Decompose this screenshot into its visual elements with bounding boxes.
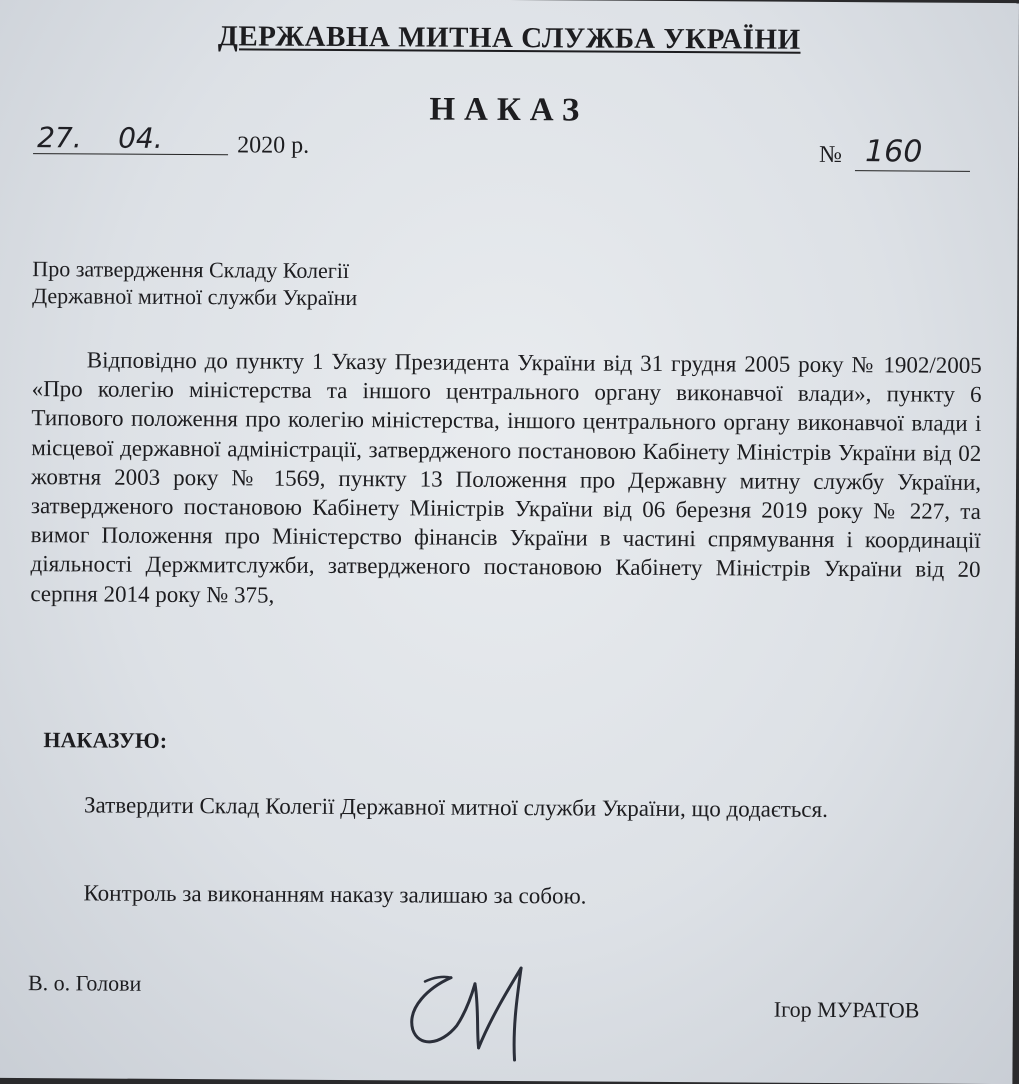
number-label: № <box>818 141 843 169</box>
order-keyword: НАКАЗУЮ: <box>43 727 168 753</box>
subject-line-1: Про затвердження Складу Колегії <box>32 256 350 284</box>
number-value: 160 <box>864 134 923 170</box>
subject-line-2: Державної митної служби України <box>32 283 358 311</box>
date-month: 04. <box>118 121 163 155</box>
date-year: 2020 р. <box>237 132 310 159</box>
signatory-name: Ігор МУРАТОВ <box>773 996 920 1023</box>
order-paragraph-approve: Затвердити Склад Колегії Державної митної служби України, що додається. <box>83 792 828 822</box>
date-day: 27. <box>37 121 82 155</box>
number-field <box>855 134 970 172</box>
document-type-title: НАКАЗ <box>429 91 589 129</box>
date-field <box>33 121 228 155</box>
preamble-paragraph: Відповідно до пункту 1 Указу Президента України від 31 грудня 2005 року № 1902/2005 «Про колегію міністерства та іншого центрального органу виконавчої влади», пункту 6 Типового положення про колегію міністерства, іншого центрального органу виконавчої влади і місцевої державної адміністрації, затвердженого постановою Кабінету Міністрів України від 02 жовтня 2003 року № 1569, пункту 13 Положення про Державну митну службу України, затвердженого постановою Кабінету Міністрів України від 06 березня 2019 року № 227, та вимог Положення про Міністерство фінансів України в частині спрямування і координації діяльності Держмитслужби, затвердженого постановою Кабінету Міністрів України від 20 серпня 2014 року № 375, <box>30 347 982 608</box>
signatory-role: В. о. Голови <box>27 970 142 996</box>
order-paragraph-control: Контроль за виконанням наказу залишаю за собою. <box>83 880 587 909</box>
handwritten-signature-icon <box>398 947 559 1068</box>
organization-title: ДЕРЖАВНА МИТНА СЛУЖБА УКРАЇНИ <box>217 20 801 56</box>
subject-block <box>32 255 357 311</box>
